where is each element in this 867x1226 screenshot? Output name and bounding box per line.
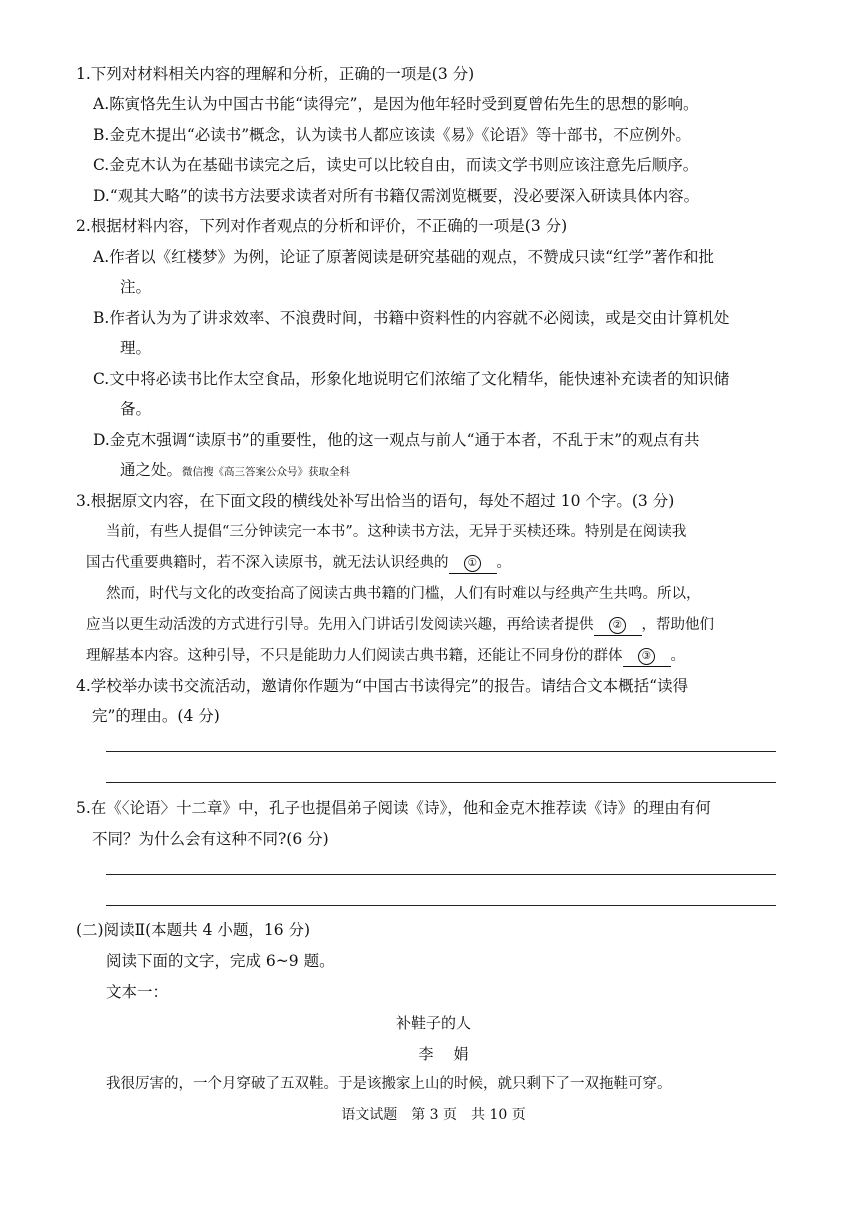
watermark-text: 微信搜《高三答案公众号》获取全科: [182, 466, 351, 478]
q2-option-d-text: 通之处。: [120, 461, 183, 479]
q5-stem-cont: 不同？为什么会有这种不同?(6 分): [92, 830, 329, 848]
q2-option-b: B.作者认为为了讲求效率、不浪费时间，书籍中资料性的内容就不必阅读，或是交由计算机处: [93, 309, 730, 327]
q3-text: 。: [496, 555, 511, 571]
page-footer: 语文试题 第 3 页 共 10 页: [341, 1107, 526, 1123]
q2-option-a: A.作者以《红楼梦》为例，论证了原著阅读是研究基础的观点，不赞成只读“红学”著作和批: [93, 248, 714, 266]
q4-stem-cont: 完”的理由。(4 分): [92, 707, 220, 725]
section-instruction: 阅读下面的文字，完成 6~9 题。: [106, 952, 335, 970]
q2-stem: 2.根据材料内容，下列对作者观点的分析和评价，不正确的一项是(3 分): [76, 217, 568, 235]
q3-passage-line: 当前，有些人提倡“三分钟读完一本书”。这种读书方法，无异于买椟还珠。特别是在阅读我: [106, 524, 687, 540]
section-heading: (二)阅读Ⅱ(本题共 4 小题，16 分): [76, 921, 311, 939]
text-label: 文本一：: [106, 983, 169, 1001]
q1-option-b: B.金克木提出“必读书”概念，认为读书人都应该读《易》《论语》等十部书，不应例外。: [93, 126, 691, 144]
q3-stem: 3.根据原文内容，在下面文段的横线处补写出恰当的语句，每处不超过 10 个字。(3 分): [76, 492, 675, 510]
q2-option-d-cont: [120, 460, 350, 482]
q3-text: 应当以更生动活泼的方式进行引导。先用入门讲话引发阅读兴趣，再给读者提供: [86, 617, 594, 633]
q3-text: 国古代重要典籍时，若不深入读原书，就无法认识经典的: [86, 555, 449, 571]
q4-stem: 4.学校举办读书交流活动，邀请你作题为“中国古书读得完”的报告。请结合文本概括“读得: [76, 677, 689, 695]
q2-option-d: D.金克木强调“读原书”的重要性，他的这一观点与前人“通于本者，不乱于末”的观点有共: [93, 431, 700, 449]
blank-1-mark: ①: [464, 555, 481, 572]
q4-answer-line[interactable]: [106, 751, 776, 752]
blank-2[interactable]: [594, 615, 642, 636]
q1-option-c: C.金克木认为在基础书读完之后，读史可以比较自由，而读文学书则应该注意先后顺序。: [93, 156, 699, 174]
blank-2-mark: ②: [609, 617, 626, 634]
q1-option-a: A.陈寅恪先生认为中国古书能“读得完”，是因为他年轻时受到夏曾佑先生的思想的影响。: [93, 95, 699, 113]
article-author: 李娟: [418, 1045, 489, 1063]
blank-3[interactable]: [623, 646, 671, 667]
q3-passage-line: 然而，时代与文化的改变抬高了阅读古典书籍的门槛，人们有时难以与经典产生共鸣。所以，: [106, 586, 701, 602]
q2-option-a-cont: 注。: [120, 278, 152, 296]
q4-answer-line[interactable]: [106, 782, 776, 783]
q1-stem: 1.下列对材料相关内容的理解和分析，正确的一项是(3 分): [76, 65, 475, 83]
q3-passage-line: [86, 646, 685, 667]
q2-option-c-cont: 备。: [120, 400, 152, 418]
blank-1[interactable]: [449, 553, 497, 574]
q3-text: 。: [670, 648, 685, 664]
q5-stem: 5.在《〈论语〉十二章》中，孔子也提倡弟子阅读《诗》，他和金克木推荐读《诗》的理由有何: [76, 799, 711, 817]
q2-option-c: C.文中将必读书比作太空食品，形象化地说明它们浓缩了文化精华，能快速补充读者的知识储: [93, 370, 730, 388]
article-first-line: 我很厉害的，一个月穿破了五双鞋。于是该搬家上山的时候，就只剩下了一双拖鞋可穿。: [106, 1076, 672, 1092]
q3-passage-line: [86, 615, 714, 636]
q5-answer-line[interactable]: [106, 905, 776, 906]
q3-passage-line: [86, 553, 511, 574]
blank-3-mark: ③: [638, 648, 655, 665]
q3-text: 理解基本内容。这种引导，不只是能助力人们阅读古典书籍，还能让不同身份的群体: [86, 648, 623, 664]
q1-option-d: D.“观其大略”的读书方法要求读者对所有书籍仅需浏览概要，没必要深入研读具体内容。: [93, 187, 700, 205]
q2-option-b-cont: 理。: [120, 339, 152, 357]
q5-answer-line[interactable]: [106, 874, 776, 875]
article-title: 补鞋子的人: [395, 1014, 471, 1032]
q3-text: ，帮助他们: [641, 617, 714, 633]
